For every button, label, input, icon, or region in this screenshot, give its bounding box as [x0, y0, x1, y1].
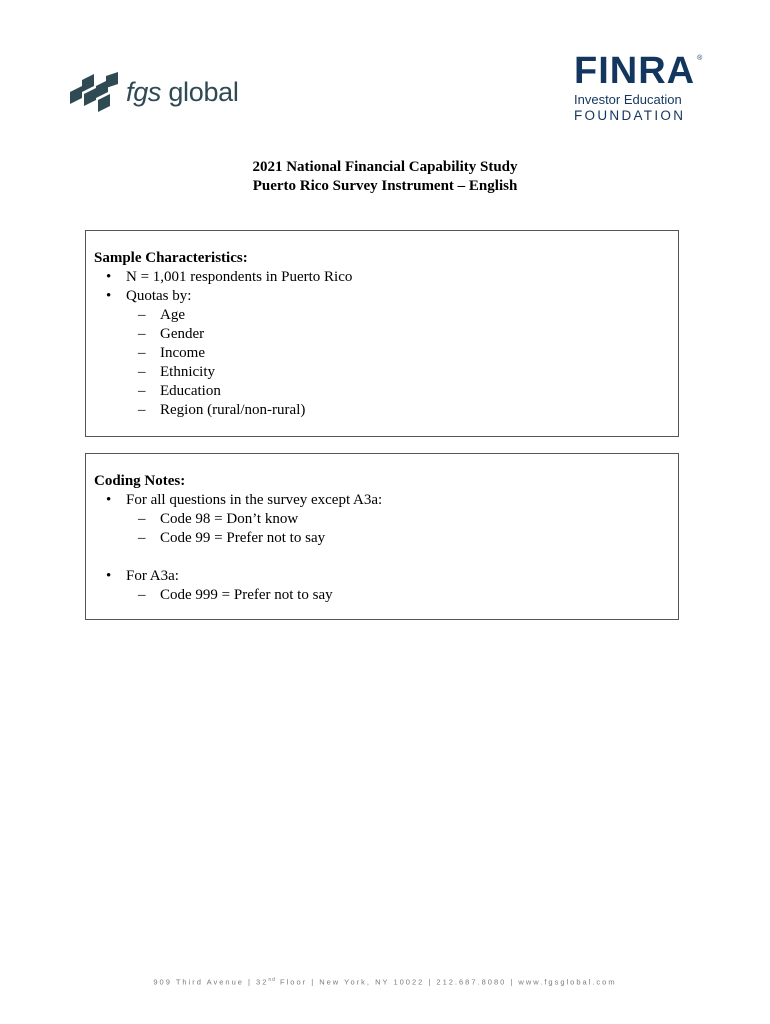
finra-subtitle-line1: Investor Education: [574, 92, 682, 107]
quota-item: – Region (rural/non-rural): [94, 401, 670, 420]
fgs-wordmark: fgs global: [126, 76, 239, 107]
list-item: • For A3a:: [94, 567, 670, 586]
sample-characteristics-box: [85, 230, 679, 437]
quota-item: – Education: [94, 382, 670, 401]
code-item: – Code 99 = Prefer not to say: [94, 529, 670, 548]
coding-heading: Coding Notes:: [94, 473, 186, 489]
finra-wordmark: FINRA: [574, 50, 696, 92]
fgs-global-logo: [68, 70, 239, 114]
document-title: [0, 158, 770, 196]
title-line-1: 2021 National Financial Capability Study: [252, 159, 518, 175]
list-item: • For all questions in the survey except A3a:: [94, 491, 670, 510]
coding-notes-box: [85, 453, 679, 620]
title-line-2: Puerto Rico Survey Instrument – English: [252, 178, 518, 194]
finra-foundation-logo: [574, 52, 704, 124]
code-item: – Code 98 = Don’t know: [94, 510, 670, 529]
list-item: • Quotas by:: [94, 287, 670, 306]
code-item: – Code 999 = Prefer not to say: [94, 586, 670, 605]
page-footer: 909 Third Avenue | 32nd Floor | New York, NY 10022 | 212.687.8080 | www.fgsglobal.com: [153, 977, 617, 987]
quota-item: – Gender: [94, 325, 670, 344]
quota-item: – Ethnicity: [94, 363, 670, 382]
sample-heading: Sample Characteristics:: [94, 250, 248, 266]
list-item: • N = 1,001 respondents in Puerto Rico: [94, 268, 670, 287]
quota-item: – Age: [94, 306, 670, 325]
finra-subtitle-line2: FOUNDATION: [574, 108, 686, 123]
registered-mark: ®: [697, 55, 703, 62]
fgs-mark-icon: [68, 70, 120, 114]
quota-item: – Income: [94, 344, 670, 363]
